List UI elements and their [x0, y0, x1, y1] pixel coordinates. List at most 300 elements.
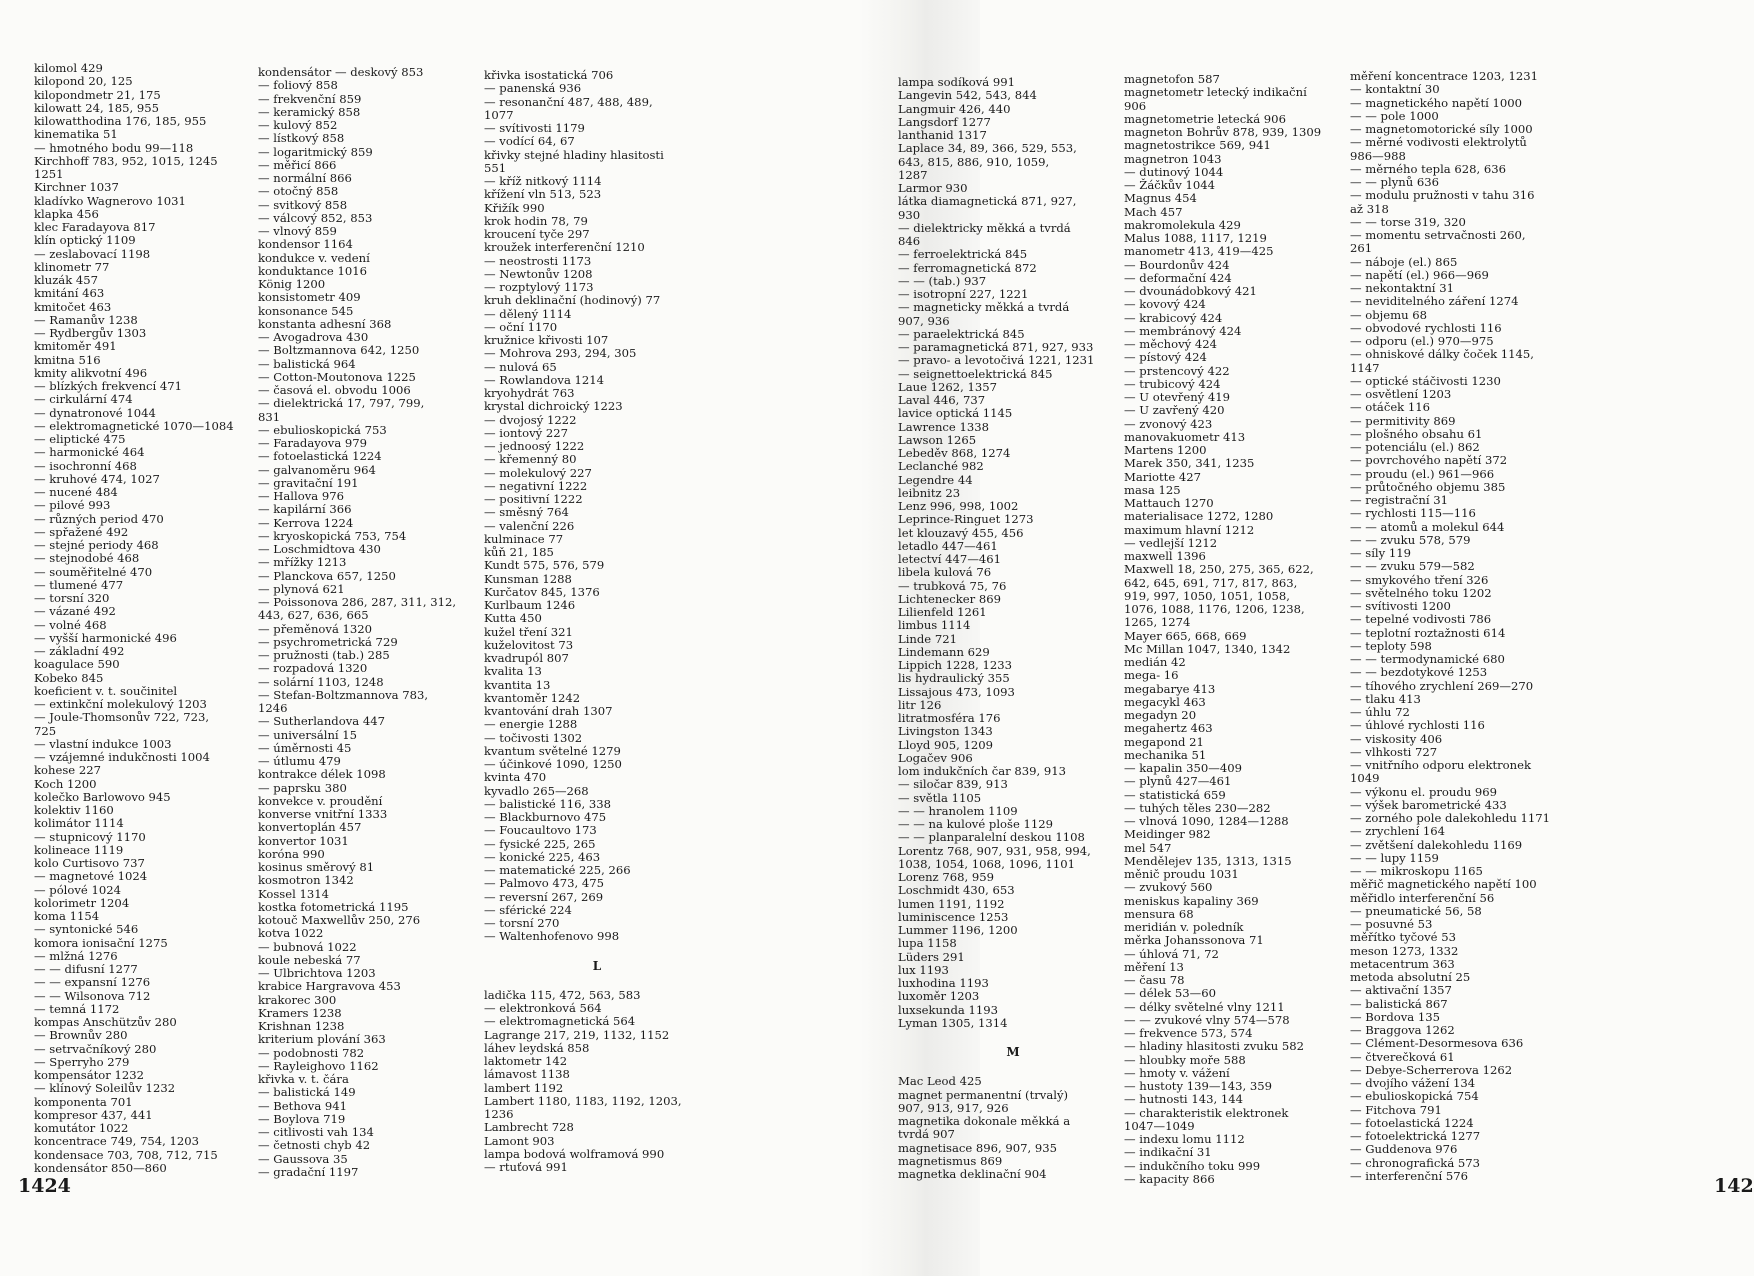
index-entry: König 1200: [258, 277, 326, 291]
index-entry: lis hydraulický 355: [898, 671, 1010, 686]
index-entry: Mendělejev 135, 1313, 1315: [1124, 853, 1292, 868]
index-entry: — negativní 1222: [484, 478, 588, 493]
index-entry: — matematické 225, 266: [484, 863, 631, 877]
section-letter: L: [592, 958, 602, 973]
index-entry: — svítivosti 1179: [484, 121, 585, 135]
index-entry: koncentrace 749, 754, 1203: [34, 1134, 199, 1149]
index-entry: 1251: [34, 167, 64, 181]
index-entry: — trubicový 424: [1124, 376, 1221, 391]
index-entry: — světla 1105: [898, 790, 982, 805]
index-entry: — viskosity 406: [1350, 731, 1443, 746]
index-entry: — objemu 68: [1350, 307, 1428, 322]
index-entry: krabice Hargravova 453: [258, 979, 401, 994]
index-entry: komponenta 701: [34, 1094, 133, 1109]
index-entry: — elektromagnetická 564: [484, 1014, 636, 1029]
index-entry: — vlnový 859: [258, 224, 337, 238]
index-entry: — neviditelného záření 1274: [1350, 294, 1519, 309]
index-entry: Lorenz 768, 959: [898, 870, 994, 884]
index-entry: — deformační 424: [1124, 270, 1232, 285]
index-entry: — Boltzmannova 642, 1250: [258, 343, 420, 358]
index-entry: manovakuometr 413: [1124, 429, 1246, 444]
index-entry: — iontový 227: [484, 425, 568, 440]
index-entry: — volné 468: [34, 617, 107, 632]
index-entry: magneton Bohrův 878, 939, 1309: [1124, 125, 1322, 139]
index-entry: — Loschmidtova 430: [258, 542, 381, 556]
index-entry: — osvětlení 1203: [1350, 387, 1452, 401]
index-entry: — torsní 320: [34, 591, 110, 605]
index-entry: — — planparalelní deskou 1108: [898, 830, 1085, 845]
index-entry: Laue 1262, 1357: [898, 379, 998, 394]
index-entry: konstanta adhesní 368: [258, 316, 392, 331]
index-entry: Laplace 34, 89, 366, 529, 553,: [898, 141, 1077, 156]
index-entry: Larmor 930: [898, 181, 968, 195]
index-entry: — reversní 267, 269: [484, 889, 604, 904]
index-entry: maxwell 1396: [1124, 549, 1206, 563]
index-entry: Livingston 1343: [898, 724, 993, 739]
index-entry: — Žáčkův 1044: [1124, 178, 1215, 192]
index-entry: — smykového tření 326: [1350, 572, 1489, 587]
index-entry: — kontaktní 30: [1350, 82, 1440, 97]
index-entry: konvertor 1031: [258, 833, 349, 848]
index-entry: kondensátor 850—860: [34, 1160, 167, 1175]
index-entry: — hmoty v. vážení: [1124, 1065, 1230, 1080]
index-column-5: [1124, 73, 1350, 1186]
index-entry: — stejnodobé 468: [34, 551, 140, 566]
index-entry: magnetka deklinační 904: [898, 1167, 1047, 1181]
index-entry: kvantita 13: [484, 677, 551, 692]
index-entry: kosmotron 1342: [258, 873, 354, 888]
index-entry: — Clément-Desormesova 636: [1350, 1036, 1524, 1051]
index-entry: — vodící 64, 67: [484, 134, 575, 149]
index-entry: makromolekula 429: [1124, 217, 1241, 232]
index-entry: koule nebeská 77: [258, 952, 361, 967]
index-entry: — vlastní indukce 1003: [34, 736, 172, 751]
index-entry: konverse vnitřní 1333: [258, 807, 388, 821]
index-entry: mechanika 51: [1124, 747, 1207, 762]
index-entry: — dielektricky měkká a tvrdá: [898, 220, 1071, 235]
index-entry: kondensace 703, 708, 712, 715: [34, 1147, 218, 1162]
index-entry: — ebulioskopická 753: [258, 422, 387, 437]
index-entry: — světelného toku 1202: [1350, 585, 1492, 600]
index-entry: 1047—1049: [1124, 1118, 1195, 1133]
index-entry: kilowatthodina 176, 185, 955: [34, 114, 207, 128]
index-entry: — výkonu el. proudu 969: [1350, 784, 1498, 799]
index-entry: — odporu (el.) 970—975: [1350, 334, 1494, 348]
index-entry: kružnice křivosti 107: [484, 333, 609, 347]
index-entry: — měrného tepla 628, 636: [1350, 161, 1507, 176]
index-entry: — balistická 867: [1350, 996, 1448, 1011]
index-entry: ladička 115, 472, 563, 583: [484, 987, 641, 1002]
index-entry: kondukce v. vedení: [258, 250, 370, 265]
index-entry: — délek 53—60: [1124, 986, 1216, 1001]
index-entry: maximum hlavní 1212: [1124, 522, 1255, 537]
index-entry: — stupnicový 1170: [34, 829, 146, 844]
index-entry: — mlžná 1276: [34, 948, 118, 963]
index-entry: kilopondmetr 21, 175: [34, 87, 161, 102]
index-entry: — mřížky 1213: [258, 555, 347, 570]
index-entry: — ferroelektrická 845: [898, 247, 1028, 262]
index-entry: konvekce v. proudění: [258, 793, 383, 808]
index-entry: Krishnan 1238: [258, 1019, 345, 1033]
index-entry: kužel tření 321: [484, 624, 573, 639]
index-entry: leibnitz 23: [898, 485, 961, 500]
index-entry: koma 1154: [34, 909, 100, 923]
index-entry: kryohydrát 763: [484, 386, 575, 400]
index-entry: Kundt 575, 576, 579: [484, 558, 605, 573]
index-entry: — nulová 65: [484, 359, 557, 374]
index-column-1: [34, 62, 270, 1175]
index-entry: — jednoosý 1222: [484, 439, 585, 453]
index-entry: — oční 1170: [484, 319, 558, 334]
index-entry: kohese 227: [34, 763, 101, 778]
index-entry: — — plynů 636: [1350, 175, 1439, 189]
index-entry: — rtuťová 991: [484, 1160, 568, 1174]
index-entry: limbus 1114: [898, 618, 971, 633]
index-entry: — klínový Soleilův 1232: [34, 1081, 176, 1096]
index-entry: — Guddenova 976: [1350, 1142, 1458, 1157]
index-entry: kontrakce délek 1098: [258, 767, 386, 782]
index-entry: Mach 457: [1124, 204, 1183, 219]
index-entry: kluzák 457: [34, 273, 99, 287]
index-entry: Lippich 1228, 1233: [898, 658, 1012, 672]
index-entry: klec Faradayova 817: [34, 220, 156, 234]
index-entry: krystal dichroický 1223: [484, 399, 623, 414]
index-entry: kolorimetr 1204: [34, 895, 130, 910]
index-entry: megabarye 413: [1124, 681, 1216, 696]
index-entry: — — na kulové ploše 1129: [898, 817, 1054, 831]
index-entry: — pólové 1024: [34, 882, 121, 897]
index-entry: Lorentz 768, 907, 931, 958, 994,: [898, 843, 1091, 858]
index-entry: — různých period 470: [34, 511, 164, 526]
index-entry: Langmuir 426, 440: [898, 101, 1011, 116]
index-entry: tvrdá 907: [898, 1127, 955, 1142]
index-entry: kladívko Wagnerovo 1031: [34, 193, 186, 208]
index-entry: 443, 627, 636, 665: [258, 608, 369, 623]
index-entry: — Bethova 941: [258, 1098, 348, 1113]
index-entry: kvalita 13: [484, 664, 542, 679]
index-entry: — trubková 75, 76: [898, 578, 1007, 593]
index-entry: Mayer 665, 668, 669: [1124, 628, 1247, 643]
index-entry: — — lupy 1159: [1350, 850, 1439, 865]
index-entry: kotva 1022: [258, 926, 324, 941]
index-entry: — pneumatické 56, 58: [1350, 903, 1482, 918]
index-entry: měření koncentrace 1203, 1231: [1350, 70, 1538, 83]
index-entry: Lambrecht 728: [484, 1120, 574, 1135]
index-entry: — nucené 484: [34, 485, 118, 499]
index-entry: Lenz 996, 998, 1002: [898, 499, 1019, 513]
index-entry: kompensátor 1232: [34, 1068, 144, 1082]
index-entry: — kapilární 366: [258, 502, 352, 517]
index-entry: — fotoelektrická 1277: [1350, 1129, 1481, 1143]
index-entry: — Sperryho 279: [34, 1054, 130, 1069]
index-entry: luminiscence 1253: [898, 909, 1009, 924]
index-entry: — Ramanův 1238: [34, 312, 138, 327]
index-entry: — torsní 270: [484, 916, 560, 930]
index-entry: — — expansní 1276: [34, 975, 151, 990]
index-entry: křížení vln 513, 523: [484, 187, 602, 202]
index-entry: Mac Leod 425: [898, 1074, 982, 1089]
index-entry: — výšek barometrické 433: [1350, 797, 1507, 812]
index-entry: — — hranolem 1109: [898, 803, 1018, 818]
index-entry: kondensátor — deskový 853: [258, 66, 424, 79]
index-entry: metoda absolutní 25: [1350, 970, 1471, 984]
index-entry: — hustoty 139—143, 359: [1124, 1079, 1273, 1093]
index-entry: luxoměr 1203: [898, 989, 980, 1004]
index-entry: — balistická 964: [258, 356, 356, 371]
index-entry: Kutta 450: [484, 611, 542, 626]
index-entry: — Palmovo 473, 475: [484, 876, 604, 891]
index-entry: — Faradayova 979: [258, 436, 368, 450]
index-entry: Leprince-Ringuet 1273: [898, 512, 1034, 527]
index-entry: megadyn 20: [1124, 708, 1197, 722]
index-entry: — optické stáčivosti 1230: [1350, 373, 1501, 388]
index-entry: — — difusní 1277: [34, 962, 138, 976]
index-entry: — teplotní roztažnosti 614: [1350, 625, 1506, 640]
index-entry: — dvojího vážení 134: [1350, 1076, 1476, 1090]
index-entry: — úhlová 71, 72: [1124, 946, 1219, 961]
index-entry: — Waltenhofenovo 998: [484, 929, 620, 944]
index-entry: Magnus 454: [1124, 191, 1197, 206]
index-entry: Lissajous 473, 1093: [898, 684, 1015, 699]
index-entry: — měrné vodivosti elektrolytů: [1350, 135, 1527, 150]
index-entry: — vzájemné indukčnosti 1004: [34, 750, 210, 764]
index-entry: látka diamagnetická 871, 927,: [898, 194, 1077, 209]
index-entry: — panenská 936: [484, 81, 582, 96]
index-entry: — úhlové rychlosti 116: [1350, 718, 1485, 733]
index-entry: Lawson 1265: [898, 432, 977, 447]
index-entry: — útlumu 479: [258, 754, 341, 768]
index-entry: Malus 1088, 1117, 1219: [1124, 231, 1267, 245]
index-entry: — charakteristik elektronek: [1124, 1105, 1289, 1120]
index-entry: — ohniskové dálky čoček 1145,: [1350, 347, 1534, 362]
index-entry: — obvodové rychlosti 116: [1350, 320, 1502, 335]
index-entry: Koch 1200: [34, 776, 97, 791]
index-entry: — základní 492: [34, 644, 125, 658]
index-entry: kulminace 77: [484, 531, 564, 546]
index-entry: — fysické 225, 265: [484, 836, 596, 851]
index-entry: letadlo 447—461: [898, 538, 998, 553]
index-entry: lampa sodíková 991: [898, 76, 1015, 89]
index-entry: Langsdorf 1277: [898, 114, 991, 129]
index-entry: — svitkový 858: [258, 197, 348, 212]
index-entry: — sférické 224: [484, 902, 572, 917]
index-entry: laktometr 142: [484, 1054, 568, 1068]
index-entry: Leclanché 982: [898, 459, 984, 474]
index-entry: magnetismus 869: [898, 1153, 1003, 1168]
index-entry: Kirchner 1037: [34, 180, 119, 195]
index-entry: — ferromagnetická 872: [898, 260, 1037, 275]
index-entry: — účinkové 1090, 1250: [484, 757, 622, 771]
index-column-6: [1350, 70, 1570, 1183]
index-entry: kvantoměr 1242: [484, 690, 581, 705]
index-entry: — konické 225, 463: [484, 849, 601, 864]
index-entry: litratmosféra 176: [898, 711, 1001, 725]
index-entry: kmity alikvotní 496: [34, 365, 148, 380]
index-entry: magnetometr letecký indikační: [1124, 85, 1307, 100]
index-entry: Maxwell 18, 250, 275, 365, 622,: [1124, 562, 1314, 577]
index-entry: kůň 21, 185: [484, 545, 554, 559]
index-entry: klín optický 1109: [34, 233, 136, 248]
index-entry: kolineace 1119: [34, 842, 124, 857]
index-entry: — paraelektrická 845: [898, 326, 1025, 341]
index-entry: Kossel 1314: [258, 886, 329, 901]
index-entry: — četnosti chyb 42: [258, 1138, 371, 1153]
index-entry: — interferenční 576: [1350, 1168, 1469, 1183]
index-entry: — normální 866: [258, 171, 352, 185]
index-entry: — dutinový 1044: [1124, 164, 1224, 179]
index-entry: klinometr 77: [34, 259, 110, 274]
index-entry: — proudu (el.) 961—966: [1350, 466, 1495, 481]
index-entry: — magnetové 1024: [34, 869, 148, 884]
index-entry: Kurlbaum 1246: [484, 598, 576, 612]
index-entry: — elektronková 564: [484, 1001, 602, 1015]
index-entry: 1147: [1350, 360, 1380, 375]
index-entry: lámavost 1138: [484, 1067, 570, 1082]
index-entry: Kirchhoff 783, 952, 1015, 1245: [34, 153, 218, 168]
index-entry: — rozptylový 1173: [484, 280, 594, 294]
index-entry: — — pole 1000: [1350, 108, 1439, 123]
index-entry: — Bourdonův 424: [1124, 257, 1230, 272]
index-entry: — kapacity 866: [1124, 1171, 1215, 1186]
index-entry: 831: [258, 409, 281, 424]
index-entry: — solární 1103, 1248: [258, 674, 384, 689]
index-entry: — — bezdotykové 1253: [1350, 665, 1488, 680]
index-entry: 919, 997, 1050, 1051, 1058,: [1124, 588, 1290, 603]
index-entry: — Gaussova 35: [258, 1151, 348, 1166]
index-entry: — Rydbergův 1303: [34, 326, 147, 340]
index-entry: — krabicový 424: [1124, 310, 1223, 325]
index-entry: — teploty 598: [1350, 638, 1432, 653]
index-entry: Logačev 906: [898, 750, 973, 765]
index-entry: měrka Johanssonova 71: [1124, 933, 1264, 948]
index-entry: kmitání 463: [34, 286, 105, 301]
index-entry: lambert 1192: [484, 1080, 564, 1095]
index-entry: manometr 413, 419—425: [1124, 244, 1274, 259]
index-entry: — spřažené 492: [34, 524, 129, 539]
index-entry: měřítko tyčové 53: [1350, 930, 1456, 945]
index-entry: — úhlu 72: [1350, 705, 1410, 719]
index-entry: Mariotte 427: [1124, 469, 1202, 484]
index-entry: — modulu pružnosti v tahu 316: [1350, 188, 1535, 203]
index-entry: krok hodin 78, 79: [484, 213, 588, 228]
index-entry: luxhodina 1193: [898, 976, 989, 990]
index-entry: Kramers 1238: [258, 1005, 342, 1020]
index-entry: magnetisace 896, 907, 935: [898, 1140, 1058, 1155]
index-entry: kilopond 20, 125: [34, 74, 133, 89]
index-entry: — Avogadrova 430: [258, 330, 369, 344]
index-column-2: [258, 66, 486, 1179]
index-entry: kolektiv 1160: [34, 803, 114, 817]
index-entry: — aktivační 1357: [1350, 983, 1452, 998]
index-entry: Lebeděv 868, 1274: [898, 446, 1011, 460]
index-entry: kostka fotometrická 1195: [258, 899, 409, 914]
index-entry: — síly 119: [1350, 546, 1412, 560]
index-entry: 1076, 1088, 1176, 1206, 1238,: [1124, 602, 1305, 616]
page-number-right: 142: [1714, 1175, 1754, 1197]
index-entry: — balistické 116, 338: [484, 796, 612, 811]
index-entry: — keramický 858: [258, 104, 361, 119]
index-entry: komutátor 1022: [34, 1121, 129, 1135]
index-entry: — podobnosti 782: [258, 1045, 365, 1060]
index-entry: — vlnová 1090, 1284—1288: [1124, 814, 1289, 828]
right-page: [898, 0, 1754, 1276]
index-entry: lanthanid 1317: [898, 128, 987, 142]
index-entry: metacentrum 363: [1350, 956, 1455, 971]
index-entry: krakorec 300: [258, 992, 337, 1007]
index-entry: — Stefan-Boltzmannova 783,: [258, 687, 429, 702]
index-entry: kyvadlo 265—268: [484, 783, 589, 798]
index-entry: — resonanční 487, 488, 489,: [484, 94, 653, 109]
index-entry: — Poissonova 286, 287, 311, 312,: [258, 595, 457, 609]
index-entry: — eliptické 475: [34, 432, 126, 446]
index-entry: měření 13: [1124, 959, 1184, 974]
index-entry: kvinta 470: [484, 770, 547, 785]
index-entry: — seignettoelektrická 845: [898, 366, 1053, 381]
index-entry: — měchový 424: [1124, 337, 1217, 351]
index-entry: — plynů 427—461: [1124, 774, 1232, 789]
index-entry: — Hallova 976: [258, 489, 344, 503]
index-entry: masa 125: [1124, 482, 1181, 497]
index-entry: meniskus kapaliny 369: [1124, 893, 1259, 908]
index-entry: — tepelné vodivosti 786: [1350, 612, 1492, 627]
index-entry: — — (tab.) 937: [898, 273, 987, 288]
index-entry: luxsekunda 1193: [898, 1002, 999, 1017]
index-entry: Křižík 990: [484, 200, 545, 215]
index-entry: lux 1193: [898, 962, 949, 977]
index-entry: let klouzavý 455, 456: [898, 525, 1024, 540]
index-entry: — povrchového napětí 372: [1350, 453, 1508, 468]
index-entry: magnetika dokonale měkká a: [898, 1114, 1071, 1128]
index-entry: — pilové 993: [34, 498, 111, 513]
index-entry: — gradační 1197: [258, 1164, 359, 1179]
index-entry: — Blackburnovo 475: [484, 810, 607, 824]
index-entry: — měřicí 866: [258, 157, 337, 172]
index-entry: magnet permanentní (trvalý): [898, 1087, 1069, 1102]
index-entry: kotouč Maxwellův 250, 276: [258, 913, 421, 927]
index-entry: — magnetomotorické síly 1000: [1350, 122, 1533, 136]
index-entry: — Sutherlandova 447: [258, 714, 385, 729]
index-entry: — posuvné 53: [1350, 917, 1433, 931]
index-entry: — positivní 1222: [484, 492, 583, 506]
index-entry: — Kerrova 1224: [258, 515, 354, 530]
index-entry: 261: [1350, 241, 1373, 256]
index-entry: křivka isostatická 706: [484, 69, 614, 82]
index-entry: litr 126: [898, 697, 942, 712]
index-entry: Lindemann 629: [898, 644, 990, 659]
index-entry: 1049: [1350, 771, 1380, 786]
index-entry: — směsný 764: [484, 505, 569, 520]
index-entry: Lyman 1305, 1314: [898, 1015, 1008, 1030]
index-entry: konvertoplán 457: [258, 820, 362, 835]
index-entry: mega- 16: [1124, 668, 1179, 683]
index-entry: meson 1273, 1332: [1350, 943, 1459, 958]
index-entry: — fotoelastická 1224: [258, 449, 382, 464]
index-entry: — dělený 1114: [484, 306, 572, 321]
index-entry: láhev leydská 858: [484, 1040, 590, 1055]
index-entry: 643, 815, 886, 910, 1059,: [898, 154, 1050, 169]
index-entry: meridián v. poledník: [1124, 920, 1244, 934]
index-entry: 1265, 1274: [1124, 615, 1191, 630]
index-entry: 551: [484, 160, 507, 175]
index-entry: magnetofon 587: [1124, 73, 1220, 86]
index-entry: kilomol 429: [34, 62, 103, 75]
index-entry: — tlaku 413: [1350, 691, 1421, 706]
index-entry: — isotropní 227, 1221: [898, 287, 1029, 301]
index-entry: — registrační 31: [1350, 493, 1448, 507]
index-entry: — Bordova 135: [1350, 1009, 1440, 1024]
index-entry: Martens 1200: [1124, 443, 1207, 457]
index-entry: letectví 447—461: [898, 552, 1002, 566]
